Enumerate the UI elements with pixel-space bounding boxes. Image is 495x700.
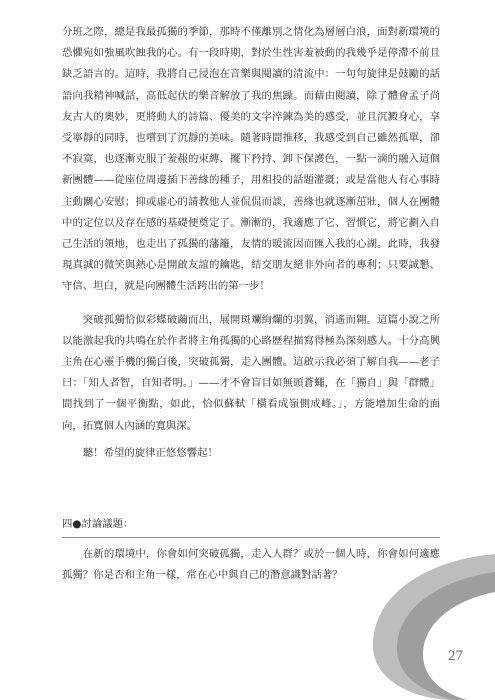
discussion-heading: 四●討論議題：	[62, 516, 440, 538]
page-content	[62, 22, 440, 586]
paragraph-2: 突破孤獨恰似彩蝶破繭而出，展開斑斕絢爛的羽翼，消遙而翱。這篇小說之所以能激起我的共鳴在於作者將主角孤獨的心路歷程描寫得極為深刻感人。十分高興主角在心靈手機的獨白後，突破孤獨，走入團體。這啟示我必須了解自我——老子曰：「知人者智，自知者明。」——才不會盲目如無頭蒼蠅，在「獨自」與「群體」間找到了一個平衡點，如此，恰似蘇軾「橫看成嶺側成峰。」，方能增加生命的面向，拓寬個人內涵的寬與深。	[62, 313, 440, 432]
corner-swirl-decoration	[315, 550, 495, 700]
paragraph-1: 分班之際，總是我最孤獨的季節，那時不僅離別之情化為層層白浪，面對新環境的恐懼宛如強風吹蝕我的心。有一段時期，對於生性害羞被動的我幾乎是停滯不前且缺乏語言的。這時，我將自己浸泡在音樂與閱讀的清流中：一句句旋律是鼓勵的話語向我精神喊話，高低起伏的樂音解放了我的焦躁。而藉由閱讀，除了體會孟子尚友古人的奧妙，更將動人的詩篇、優美的文字淬鍊為美的感受，並且沉澱身心，享受寧靜的同時，也嚐到了沉靜的美味。隨著時間推移，我感受到自己雖然孤單，卻不寂寞，也逐漸克服了羞赧的束縛、擺下矜持、卸下保護色，一點一滴的融入這個新團體——從座位周邊插下善緣的種子，用相投的話題灌溉；或是當他人有心事時主動關心安慰；抑或虛心的請教他人並侃侃而談，善緣也就逐漸茁壯，個人在團體中的定位以及存在感的基礎便奠定了。漸漸的，我適應了它、習慣它，將它劃入自己生活的領地，也走出了孤獨的藩籬，友情的暖流因而匯入我的心湖。此時，我發現真誠的微笑與熱心是開啟友誼的鑰匙，結交朋友絕非外向者的專利；只要誠懇、守信、坦白，就是向團體生活跨出的第一步！	[62, 26, 440, 293]
page-number: 27	[448, 648, 463, 664]
paragraph-3: 聽！希望的旋律正悠悠響起！	[82, 446, 218, 459]
discussion-question: 在新的環境中，你會如何突破孤獨，走入人群？或於一個人時，你會如何適應孤獨？你是否和主角一樣，常在心中與自己的潛意識對話著？	[62, 548, 440, 582]
